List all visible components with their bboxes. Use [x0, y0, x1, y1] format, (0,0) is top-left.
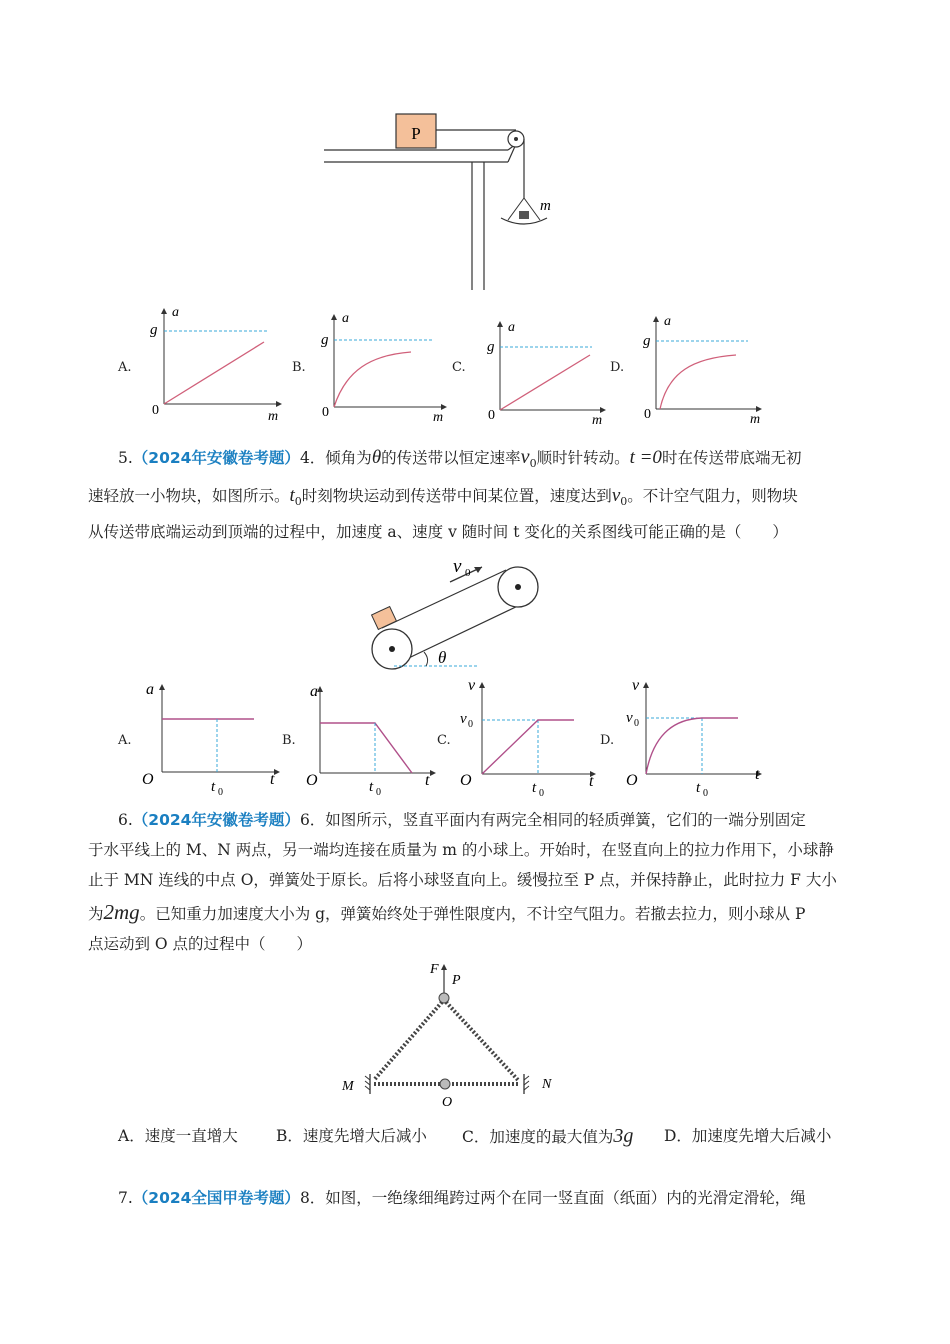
svg-text:O: O	[626, 772, 638, 789]
q5-choice-b-letter: B.	[282, 733, 296, 748]
svg-text:0: 0	[644, 407, 651, 422]
graph-a-m-B	[316, 310, 451, 425]
q7-line-1: 7.（2024全国甲卷考题）8．如图，一绝缘细绳跨过两个在同一竖直面（纸面）内的光滑定滑轮，绳	[118, 1189, 806, 1207]
svg-text:O: O	[142, 771, 154, 788]
svg-text:m: m	[750, 412, 761, 427]
graph-a-m-D	[638, 312, 768, 427]
q6-line-5: 点运动到 O 点的过程中（ ）	[88, 935, 313, 953]
svg-text:0: 0	[539, 788, 544, 799]
q5-line-3: 从传送带底端运动到顶端的过程中，加速度 a、速度 v 随时间 t 变化的关系图线可能正确的是（ ）	[88, 523, 788, 541]
choice-b-letter: B.	[292, 360, 306, 375]
svg-text:v: v	[453, 556, 462, 577]
svg-text:0: 0	[468, 719, 473, 730]
svg-text:t: t	[425, 772, 430, 789]
graph-a-t-A	[140, 678, 285, 798]
choice-d-letter: D.	[610, 360, 625, 375]
q6-option-a[interactable]: A．速度一直增大	[118, 1127, 238, 1145]
svg-text:m: m	[268, 409, 279, 424]
svg-text:0: 0	[218, 787, 223, 798]
svg-text:m: m	[592, 413, 603, 428]
graph-v-t-D	[622, 676, 772, 800]
table-pulley-figure	[318, 108, 568, 293]
choice-a-letter: A.	[118, 360, 132, 375]
q5-choice-d-letter: D.	[600, 733, 615, 748]
q7-source: （2024全国甲卷考题）	[132, 1189, 300, 1207]
svg-text:N: N	[542, 1077, 552, 1092]
svg-text:F: F	[430, 962, 439, 977]
svg-text:t: t	[532, 780, 537, 796]
svg-text:t: t	[369, 779, 374, 795]
svg-text:M: M	[342, 1079, 354, 1094]
svg-text:0: 0	[376, 787, 381, 798]
q6-option-d[interactable]: D．加速度先增大后减小	[664, 1127, 832, 1145]
svg-text:O: O	[306, 772, 318, 789]
springs-figure	[338, 958, 568, 1110]
svg-text:a: a	[310, 683, 318, 700]
mass-label: m	[540, 198, 551, 214]
q5-line-2: 速轻放一小物块，如图所示。$t_0$时刻物块运动到传送带中间某位置，速度达到$v_0$。不计空气阻力，则物块	[88, 485, 798, 509]
svg-text:a: a	[508, 320, 515, 335]
q5-choice-a-letter: A.	[118, 733, 132, 748]
q6-line-1: 6.（2024年安徽卷考题）6．如图所示，竖直平面内有两完全相同的轻质弹簧，它们的一端分别固定	[118, 811, 806, 829]
svg-text:v: v	[632, 677, 640, 694]
graph-a-t-B	[300, 680, 445, 800]
svg-text:t: t	[755, 766, 760, 783]
choice-c-letter: C.	[452, 360, 466, 375]
svg-text:g: g	[643, 333, 651, 349]
svg-text:0: 0	[488, 408, 495, 423]
svg-text:a: a	[172, 305, 179, 320]
svg-text:g: g	[487, 339, 495, 355]
svg-text:a: a	[146, 681, 154, 698]
svg-text:t: t	[211, 779, 216, 795]
svg-text:P: P	[452, 973, 461, 988]
q5-choice-c-letter: C.	[437, 733, 451, 748]
q6-line-2: 于水平线上的 M、N 两点，另一端均连接在质量为 m 的小球上。开始时，在竖直向上的拉力作用下，小球静	[88, 841, 834, 859]
svg-text:0: 0	[322, 405, 329, 420]
q6-line-3: 止于 MN 连线的中点 O，弹簧处于原长。后将小球竖直向上。缓慢拉至 P 点，并保持静止，此时拉力 F 大小	[88, 871, 837, 889]
conveyor-belt-figure	[360, 552, 560, 677]
svg-text:t: t	[270, 771, 275, 788]
svg-text:t: t	[696, 780, 701, 796]
svg-text:0: 0	[465, 567, 471, 579]
q6-option-c[interactable]: C．加速度的最大值为3g	[462, 1125, 634, 1147]
q5-source: （2024年安徽卷考题）	[132, 449, 300, 467]
graph-v-t-C	[456, 676, 606, 800]
svg-text:m: m	[433, 410, 444, 425]
svg-text:g: g	[150, 322, 158, 338]
svg-text:O: O	[460, 772, 472, 789]
q6-source: （2024年安徽卷考题）	[132, 811, 300, 829]
q6-line-4: 为2mg。已知重力加速度大小为 g，弹簧始终处于弹性限度内，不计空气阻力。若撤去拉力，则小球从 P	[88, 900, 806, 924]
svg-text:v: v	[468, 677, 476, 694]
svg-text:0: 0	[634, 718, 639, 729]
svg-text:O: O	[442, 1095, 453, 1110]
graph-a-m-C	[482, 318, 612, 428]
svg-text:0: 0	[703, 788, 708, 799]
svg-text:a: a	[664, 314, 671, 329]
svg-text:a: a	[342, 311, 349, 326]
graph-a-m-A	[144, 302, 284, 427]
q5-line-1: 5.（2024年安徽卷考题）4．倾角为θ的传送带以恒定速率$v_0$顺时针转动。t =0时在传送带底端无初	[118, 446, 802, 471]
svg-text:g: g	[321, 332, 329, 348]
svg-text:0: 0	[152, 403, 159, 418]
q6-option-b[interactable]: B．速度先增大后减小	[276, 1127, 427, 1145]
svg-text:v: v	[460, 711, 467, 727]
block-label: P	[411, 124, 421, 143]
svg-text:v: v	[626, 710, 633, 726]
svg-text:t: t	[589, 773, 594, 790]
svg-text:θ: θ	[438, 648, 447, 667]
